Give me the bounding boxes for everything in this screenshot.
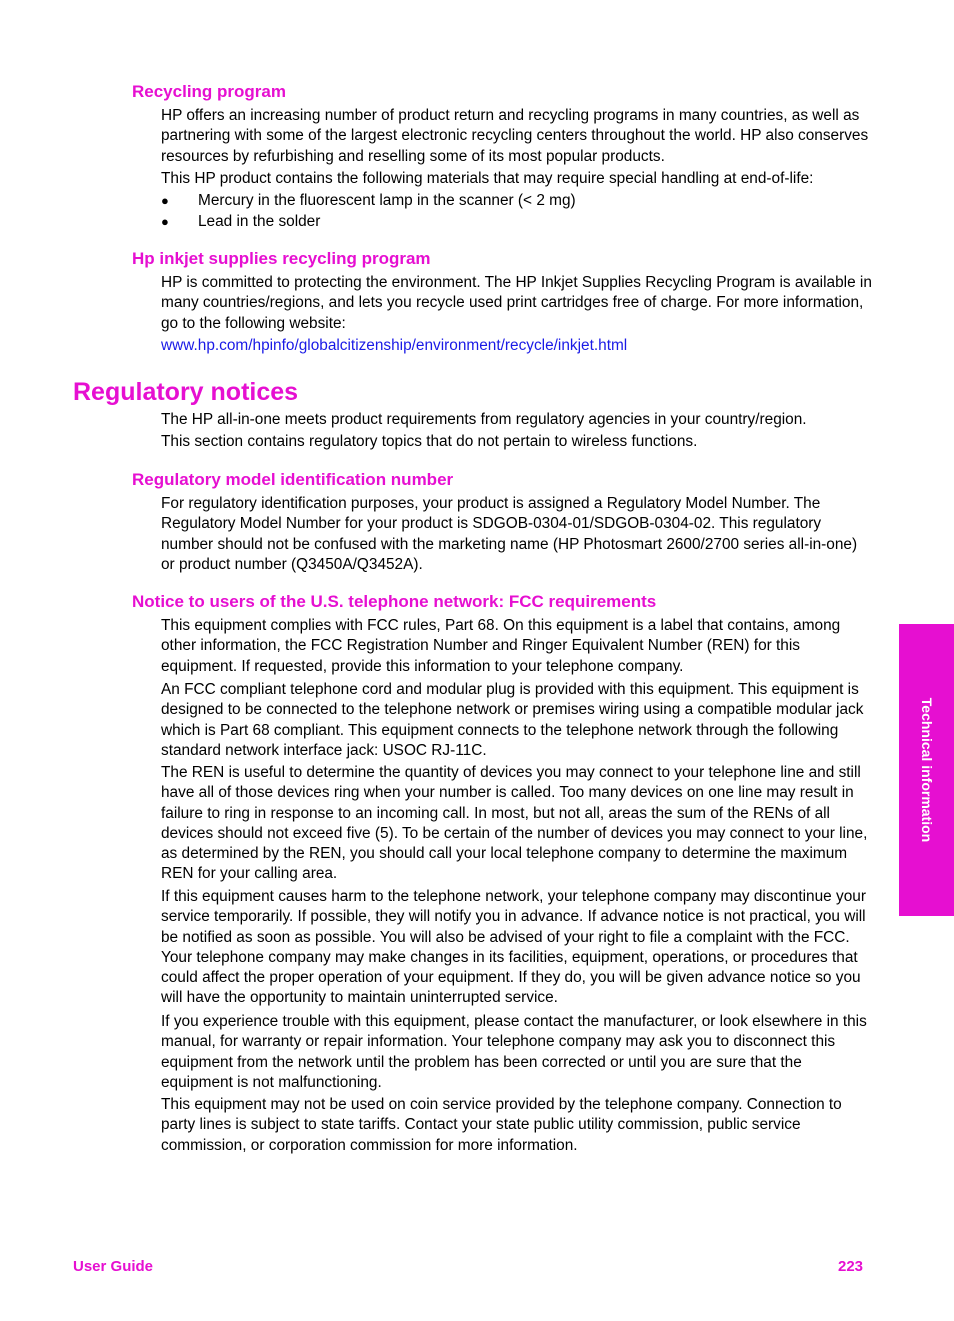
heading-recycling-program: Recycling program xyxy=(132,82,286,101)
inkjet-recycle-link[interactable]: www.hp.com/hpinfo/globalcitizenship/environment/recycle/inkjet.html xyxy=(161,337,628,354)
inkjet-link-line xyxy=(161,336,873,356)
heading-fcc-requirements: Notice to users of the U.S. telephone network: FCC requirements xyxy=(132,592,657,611)
paragraph-recycling-2: This HP product contains the following materials that may require special handling at end-of-life: xyxy=(161,170,814,187)
paragraph-regulatory-1: The HP all-in-one meets product requirements from regulatory agencies in your country/region. xyxy=(161,411,807,428)
paragraph-regulatory-2: This section contains regulatory topics that do not pertain to wireless functions. xyxy=(161,433,698,450)
paragraph-fcc-3: The REN is useful to determine the quantity of devices you may connect to your telephone line and still have all of those devices ring when your number is called. Too many devices on one line may result in failure to ring in response to an incoming call. In most, but not all, areas the sum of the RENs of all devices should not exceed five (5). To be certain of the number of devices you may connect to your line, as determined by the REN, you should call your local telephone company to determine the maximum REN for your calling area. xyxy=(161,764,868,883)
heading-inkjet-recycling: Hp inkjet supplies recycling program xyxy=(132,249,431,268)
heading-regulatory-notices: Regulatory notices xyxy=(73,378,299,406)
side-tab-label: Technical information xyxy=(918,697,935,843)
side-tab-technical-information xyxy=(899,624,954,916)
list-item-text: Mercury in the fluorescent lamp in the scanner (< 2 mg) xyxy=(198,192,576,209)
paragraph-fcc-1: This equipment complies with FCC rules, Part 68. On this equipment is a label that contains, among other information, the FCC Registration Number and Ringer Equivalent Number (REN) for this equipment. If requested, provide this information to your telephone company. xyxy=(161,617,841,675)
list-item-text: Lead in the solder xyxy=(198,213,321,230)
paragraph-fcc-6: This equipment may not be used on coin service provided by the telephone company. Connection to party lines is subject to state tariffs. Contact your state public utility commission, public service commission, or corporation commission for more information. xyxy=(161,1096,842,1154)
paragraph-fcc-2: An FCC compliant telephone cord and modular plug is provided with this equipment. This equipment is designed to be connected to the telephone network or premises wiring using a compatible modular jack which is Part 68 compliant. This equipment connects to the telephone network through the following standard network interface jack: USOC RJ-11C. xyxy=(161,681,864,759)
paragraph-model-id: For regulatory identification purposes, your product is assigned a Regulatory Model Number. The Regulatory Model Number for your product is SDGOB-0304-01/SDGOB-0304-02. This regulatory number should not be confused with the marketing name (HP Photosmart 2600/2700 series all-in-one) or product number (Q3450A/Q3452A). xyxy=(161,495,858,573)
footer-user-guide: User Guide xyxy=(73,1258,154,1275)
footer-page-number: 223 xyxy=(838,1258,864,1275)
heading-model-identification: Regulatory model identification number xyxy=(132,470,454,489)
bullet-icon: ● xyxy=(161,214,169,229)
paragraph-fcc-5: If you experience trouble with this equipment, please contact the manufacturer, or look elsewhere in this manual, for warranty or repair information. Your telephone company may ask you to disconnect this equipment from the network until the problem has been corrected or until you are sure that the equipment is not malfunctioning. xyxy=(161,1013,867,1091)
paragraph-fcc-4: If this equipment causes harm to the telephone network, your telephone company may discontinue your service temporarily. If possible, they will notify you in advance. If advance notice is not practical, you will be notified as soon as possible. You will also be advised of your right to file a complaint with the FCC. Your telephone company may make changes in its facilities, equipment, operations, or procedures that could affect the proper operation of your equipment. If they do, you will be given advance notice so you will have the opportunity to maintain uninterrupted service. xyxy=(161,888,866,1007)
paragraph-inkjet-1: HP is committed to protecting the environment. The HP Inkjet Supplies Recycling Program is available in many countries/regions, and lets you recycle used print cartridges free of charge. For more information, go to the following website: xyxy=(161,274,872,332)
paragraph-recycling-1: HP offers an increasing number of product return and recycling programs in many countries, as well as partnering with some of the largest electronic recycling centers throughout the world. HP also conserves resources by refurbishing and reselling some of its most popular products. xyxy=(161,107,869,165)
bullet-icon: ● xyxy=(161,193,169,208)
